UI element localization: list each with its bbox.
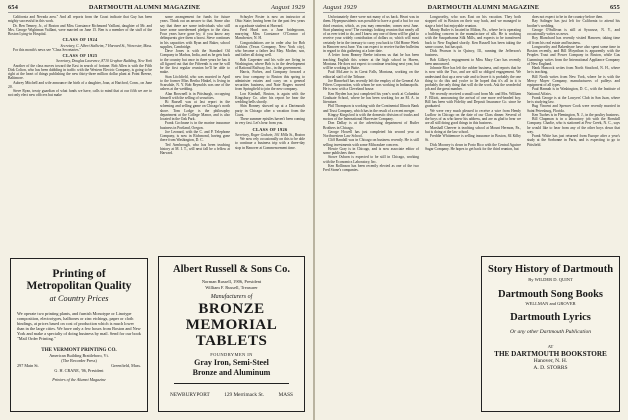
article-paragraph: A letter from Beaney Beebe informs us that he has been teaching English this winter at the high school in Haven, Montana. He does not expect to continue teaching next year, but will be working in Butte. <box>323 53 419 70</box>
article-paragraph: Dick Mooney is down in Porto Rico with the Central Aguirre Sugar Company. He hopes to get back for the third reunion, but <box>425 142 521 151</box>
article-paragraph: Dave Jones is with the Standard Oil Company in Madras, India, and as he gets back to the country but once in three years he has it all figured out that the Fifteenth is one he will be the first regular reunion he'll be able to make. <box>160 49 230 75</box>
bronze-ad-product-1: BRONZE <box>198 301 265 317</box>
bronze-ad-manufacturers: Manufacturers of <box>210 294 253 300</box>
article-paragraph: Paul Hannah is in Washington, D. C., with the Institute of National Affairs. <box>527 87 620 96</box>
article-paragraph: Joe Leonard, with the C. and P. Telephone Company, is now in Richmond, having gone there from Washington, D. C. <box>160 129 230 143</box>
dartmouth-bookstore-ad <box>481 256 620 412</box>
article-paragraph: Bill Chapman is in a laboratory job with the Borsdall Company. Charlie, who is stationed at Pew Creek, N. C., says he would like to hear from any of the other boys down that way. <box>527 117 620 134</box>
left-column-2 <box>160 15 230 253</box>
article-paragraph: Another of the class moves toward the East in search of fortune. Bob Allen is with the Fifth Dirk Colton, who has been dabbling in traffic with the Western Electric Company, is going to be right at the heart of things publishing the new thirty-three million dollar plant at Point Breeze, Baltimore. <box>8 63 152 81</box>
right-page-number: 655 <box>609 4 620 11</box>
article-paragraph: George O'Sullivan is still at Syracuse, N. Y., and occasionally writes us news. <box>527 27 620 36</box>
article-paragraph: Harris, Forbes, and Company forward a new four company to Boston this spring to administer estates and carry on a general securities business, and Nate Rogers moved from Springfield to join the new company. <box>235 70 305 92</box>
printing-ad-company: THE VERMONT PRINTING CO. <box>41 347 117 353</box>
bronze-ad-product-2: MEMORIAL <box>185 317 278 333</box>
class-secretary-line: Secretary, C. Albert Stalheim, 7 Harvard St., Worcester, Mass. <box>60 43 152 48</box>
article-paragraph: some arrangement for funds for future years. Think out an answer to that. Some also say that there are some individuals who still have some unredeemed pledges to the class. Four years have gone by; if you know any delinquents give them a boost. Steve continues in his capacities with Ryan and Baker, school supplies, Cambridge. <box>160 15 230 49</box>
bookstore-ad-owner: A. D. STORRS <box>533 365 568 371</box>
article-paragraph: Freddie Whittemore is selling insurance in Boston, 84 Kilby St. <box>425 134 521 143</box>
article-paragraph: Kingsy Kingsford is with the domestic division of trucks and motors of the International Harvester Company. <box>323 112 419 121</box>
article-paragraph: Frank George is at the Lawyers' Club in San Juan, where he is studying law. <box>527 95 620 104</box>
vermont-printing-ad <box>10 258 148 412</box>
article-paragraph: Bill North writes from New York, where he is with the Mercy Mayer Company, manufacturers of pulleys and equipment of all types. <box>527 74 620 87</box>
left-magazine-title: DARTMOUTH ALUMNI MAGAZINE <box>88 4 201 11</box>
printing-ad-body: We operate two printing plants, and furnish Monotype or Linotype composition, electrotypes, halftones or zinc etchings, paper or cloth bindings, at prices based on cost of production which is much lower than in the large cities. We have only a few hours from Boston and New York and make a specialty of doing business by mail. Send for our book "Mail Order Printing." <box>17 311 141 341</box>
article-paragraph: For this month's news see "Class Secretaries." <box>13 47 81 52</box>
left-page-number: 654 <box>8 4 19 11</box>
right-running-head <box>323 3 620 13</box>
article-paragraph: Hank Hancock writes from North Stratford, N. H., where he is teaching. <box>527 66 620 75</box>
bronze-ad-product-3: TABLETS <box>195 333 268 349</box>
article-paragraph: Lon Kimball, Boston, is again with the Kingsbury Co. after his report he bear the wedding bells shortly. <box>235 91 305 104</box>
bronze-ad-address-block <box>164 392 299 398</box>
bronze-ad-city: NEWBURYPORT <box>170 392 210 398</box>
article-paragraph: Ted Armbrough, who has been teaching history at M. I. T., will next fall be a fellow at Harvard. <box>160 142 230 155</box>
bronze-ad-person-2: William F. Russell, Treasurer <box>205 284 258 290</box>
bookstore-ad-author: By WILDER D. QUINT <box>528 277 573 282</box>
article-paragraph: Bi Russell was at last report in the scheming and selling game on Chicago's north shore. Tom Lodge is the philosophy department at the College Manor, and is also located in the Oak Park. <box>160 100 230 121</box>
printing-ad-officer: G. H. CRANE, '06, President <box>54 368 104 373</box>
printing-ad-company-sub2: (The Recorder Press) <box>61 358 97 363</box>
bronze-tablets-ad <box>158 256 305 412</box>
article-paragraph: Don Dallay is at the advertising department of Butler Brothers in Chicago. <box>323 121 419 130</box>
class-heading: CLASS OF 1926 <box>252 126 288 132</box>
bookstore-ad-publisher: WELLMAN and GROVER <box>525 301 576 306</box>
article-paragraph: Joe Rinnehoff has recently left the employ of the General Air Filters Corporation, with whom he was working in Indianapolis. He is now with a Cleveland house. <box>323 78 419 92</box>
article-paragraph: We were very much pleased to receive a wire from Hendy Ludlow in Chicago on the date of our Class dinner. Several of the boys of us who knew his address, and are as glad to hear we are all still doing good things in this business. <box>425 108 521 126</box>
article-paragraph: Ray Salinger has just left for California to attend his brother's wedding. <box>527 19 620 28</box>
article-paragraph: Schuyler Foster is now an instructor at Ohio State; having been for the past few years as a graduate student at Harvard. <box>235 15 305 28</box>
left-column-1 <box>8 15 152 253</box>
bronze-ad-divider <box>174 383 289 384</box>
bronze-ad-material-2: Bronze and Aluminum <box>192 368 271 377</box>
printing-ad-headline-2: Metropolitan Quality <box>26 280 132 292</box>
right-page <box>315 0 628 420</box>
article-paragraph: Unfortunately there were not many of us back. Heart was in them. Hyperpursidents was possible to have a good a but for our third reunion, which, as you may remember, comes next June. Start planning now! The earnings looking reunion that nearly all of us ever tried to do, and I know any one of them will be glad to receive your widely contribution of dollars or, which will most certainly be in the treasury to carry you back to Old Home Week in Hanover next June. You can expect to receive further bulletins in regard to this gathering at a later date. <box>323 15 419 53</box>
printing-ad-address-right: Greenfield, Mass. <box>111 363 141 368</box>
article-paragraph: Steve Ryan, treaty guardian of what funds we have, calls to mind that at our fifth we are to not only elect new officers but make <box>8 89 152 98</box>
article-paragraph: Stowe Osborn is expected to be still in Chicago, working with the Economics Laboratory, Inc. <box>323 155 419 164</box>
article-paragraph: Dr. Ben Tenney, Jr., of Boston and Miss Constance Richmond Vaillant, daughter of Mr. and Mrs. George Wightman Vaillant, were married on June 15. Ben is a member of the staff of the Boston Lying-in Hospital. <box>8 23 152 36</box>
article-paragraph: Dick Pearson is in Quincy, Ill., running the Jefferson's business. <box>425 49 521 58</box>
class-heading: CLASS OF 1924 <box>62 37 98 43</box>
article-paragraph: Longworthy and Bakenhyne have also spent some time in Boston recently, and Bill Moynihan is apparently with the Peoples Trust and Power Company in Boston, while Gus Cummings writes from the International Appliance Company of New England. <box>527 44 620 66</box>
bookstore-ad-or-line: Or any other Dartmouth Publication <box>510 329 591 335</box>
bronze-ad-street: 129 Merrimack St. <box>224 392 265 398</box>
right-column-2 <box>425 15 521 253</box>
article-paragraph: Stan Litchfield, who was married in April to the former Miss Bertha Hinkel, is living in Scarsdale, N. Y. Bob Reynolds was one of the ushers at the wedding. <box>160 74 230 92</box>
printing-ad-address-left: 297 Main St. <box>17 363 39 368</box>
article-paragraph: Alan Brownell is in Pittsburgh, occupying himself with the selling of securities. <box>160 91 230 100</box>
article-paragraph: Frank Cochrane is in the marine insurance business in Portland, Oregon. <box>160 121 230 130</box>
article-paragraph: Fred Hurd was a June bridegroom, marrying Miss Constance O'Connor of Manchester, N. H. <box>235 27 305 41</box>
bookstore-ad-title-1: Story History of Dartmouth <box>487 264 614 275</box>
left-running-head <box>8 3 305 13</box>
article-paragraph: These summer epistles haven't been coming in very fast. Let's hear from you. <box>235 117 305 126</box>
article-paragraph: Phil Thompson is working with the Continental Illinois Bank and Trust Company, which has in the result of a recent merger. <box>323 104 419 113</box>
article-paragraph: Howie Gray is in Chicago, and is now associate editor of some publishers there. <box>323 146 419 155</box>
article-paragraph: Shin Bonney showed up at a Dartmouth party in Chicago after a vacation from the Coast. <box>235 104 305 117</box>
article-paragraph: Ken Tuohes is in Flemington, N. J., in the poultry business. <box>532 112 620 117</box>
article-paragraph: Aubrey Mitchell and wife announce the birth of a daughter, Joan, at Hartford, Conn., on June 20. <box>8 80 152 89</box>
right-magazine-title: DARTMOUTH ALUMNI MAGAZINE <box>427 4 540 11</box>
article-paragraph: We now rely occasionally on this to be able to continue a business trip with a three-day stop in Hanover at Commencement time. <box>235 137 305 150</box>
article-paragraph: Frank White has just returned from Europe after a year's study at the Sorbonne in Paris, and is expecting to go to Pittsfield. <box>527 134 620 147</box>
class-secretary-line: Secretary, Roger Godwin, 101 Mills St., Boston <box>235 132 305 137</box>
bookstore-ad-title-2: Dartmouth Song Books <box>497 289 604 300</box>
article-paragraph: Cliff Randall was in Chicago on business recently. He is still selling investments with some Milwaukee concern. <box>323 138 419 147</box>
printing-ad-headline-1: Printing of <box>52 268 106 280</box>
article-paragraph: Congratulations are in order also for Bob Cubbins (Texas Company, New York city), who became a father last May. Mother, son, and father all doing well. <box>235 40 305 58</box>
article-paragraph: Roy Blanchard has recently visited Hanover, taking time off from his real estate and business. <box>527 36 620 45</box>
left-issue-date: August 1929 <box>271 4 305 11</box>
article-paragraph: We recently received a small card from Mr. and Mrs. William F. Elliott, announcing the arrival of one more red-headed boy. Bill has been with Fidelity and Deposit Insurance Co. since he graduated. <box>425 91 521 109</box>
bookstore-ad-location: Hanover, N. H. <box>533 358 568 364</box>
bronze-ad-foundrymen: FOUNDRYMEN IN <box>210 352 253 357</box>
left-page <box>0 0 313 420</box>
article-paragraph: Ken Bryden has just completed his year's work at Columbia Graduate School, where he has been working for an M. A. in literature. <box>323 91 419 104</box>
bronze-ad-firm: Albert Russell & Sons Co. <box>173 264 290 275</box>
article-paragraph: Ken Rollinson has been recently elected as one of the two Fred Stone's companies. <box>323 163 419 172</box>
article-paragraph: Bob Carpenter and his wife are living in Washington, where Bob is in the development of Rational Railway, Inc., in the government. <box>235 57 305 70</box>
bronze-ad-state: MASS <box>278 392 293 398</box>
class-heading: CLASS OF 1925 <box>62 53 98 58</box>
article-paragraph: Bug Vincent and Spencer Cook were recently married in Saint Petersburg, Florida. <box>527 104 620 113</box>
right-column-1 <box>323 15 419 413</box>
class-secretary-line: Secretary, Douglas Lawrence, 8710 Graybar Building, New York <box>56 59 152 64</box>
bronze-ad-material-1: Gray Iron, Semi-Steel <box>194 358 269 367</box>
left-column-3 <box>235 15 305 253</box>
article-paragraph: Marshall Cheever is teaching school at Mount Hermon, Pa., but is doing at the law school. <box>425 125 521 134</box>
bookstore-ad-at: AT <box>547 344 554 349</box>
article-paragraph: Bob Gilkey's engagement to Miss Mary Carr has recently been announced. <box>425 57 521 66</box>
printing-ad-footer: Printers of the Alumni Magazine <box>52 377 106 382</box>
article-paragraph: George Howell has just completed his second year at Northwestern Law School. <box>323 129 419 138</box>
article-paragraph: Monty Butler is located in Milton, Pa., where he is operating a building concern in the manufacture of silk. He is working with the Susquehanna Silk Mills, and expects to be transferred back to New England shortly. Ken Russell has been taking the same course, but has quit. <box>425 27 521 49</box>
right-column-3 <box>527 15 620 253</box>
printing-ad-company-sub: American Building Brattleboro, Vt. <box>49 353 109 358</box>
article-paragraph: does not expect to be in the country before then. <box>532 15 604 19</box>
bronze-ad-person-1: Norman Russell, 1906, President <box>201 279 262 284</box>
article-paragraph: California and Nevada area." And all reports from the Coast indicate that Guy has been mighty successful in this work. <box>8 15 152 24</box>
printing-ad-headline-3: at Country Prices <box>49 294 109 303</box>
right-issue-date: August 1929 <box>323 4 357 11</box>
bookstore-ad-title-3: Dartmouth Lyrics <box>510 312 591 323</box>
article-paragraph: Johnnie Rice has left the rubber business, and reports that he is now with the Two, and are still so obliged engagement. We understand that up a new sale and to leave it is probably the one thing to do this and you're to lie hoped that it's all in it is probably the only thing that will do the work. Ask the wonderful job and the great number. <box>425 66 521 92</box>
bookstore-ad-store: THE DARTMOUTH BOOKSTORE <box>494 350 607 358</box>
article-paragraph: Paul McLane is in Great Falls, Montana, working on the editorial staff of the Tribune. <box>323 70 419 79</box>
article-paragraph: Longworthy, who was East on his vacation. They both stopped off in Boston on their way back, and we managed to stage a brief but enjoyable reunion. <box>425 15 521 28</box>
